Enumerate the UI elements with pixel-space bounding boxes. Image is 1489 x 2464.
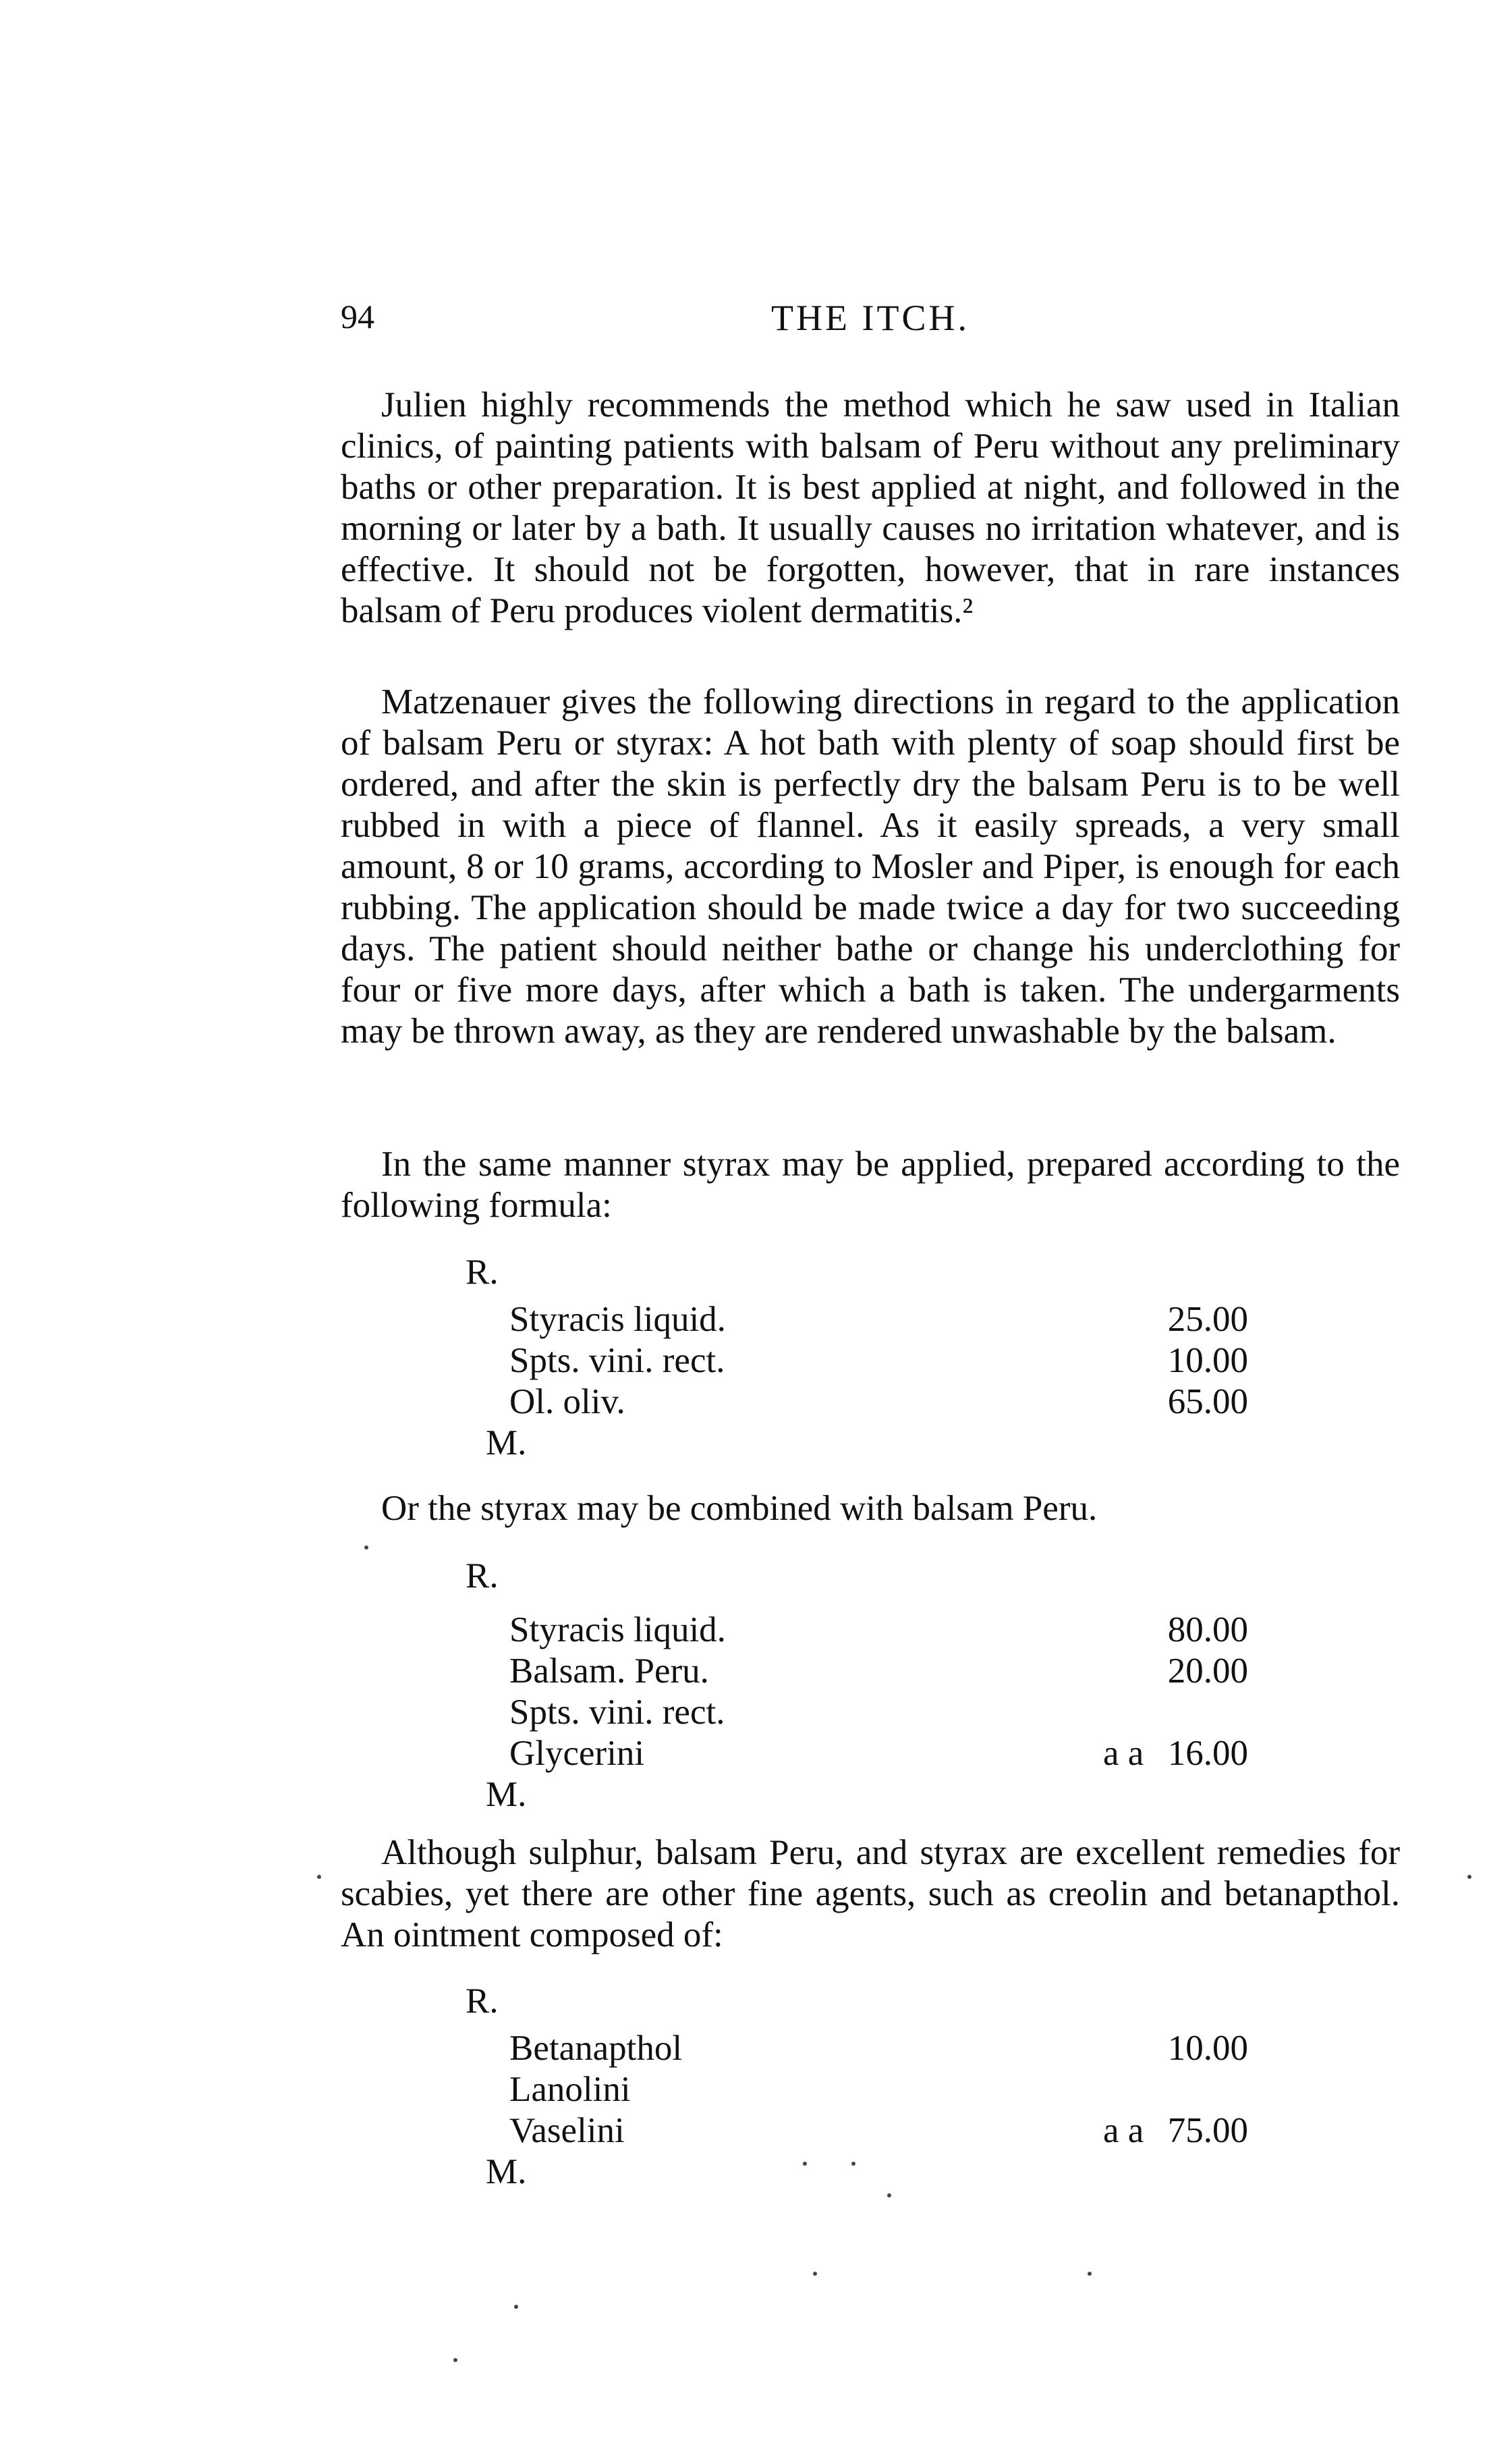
ana-marker: a a — [1103, 1734, 1144, 1773]
prescription-styrax — [466, 1252, 1248, 1481]
ink-speck — [813, 2272, 817, 2276]
ingredient: Styracis liquid. — [509, 1300, 726, 1339]
ink-speck — [364, 1545, 368, 1550]
prescription-row — [509, 2069, 1248, 2110]
paragraph-styrax-formula-intro: In the same manner styrax may be applied, prepared according to the following formula: — [341, 1145, 1400, 1225]
ink-speck — [803, 2162, 807, 2166]
ingredient: Spts. vini. rect. — [509, 1693, 725, 1732]
ink-speck — [1467, 1875, 1471, 1879]
recipe-symbol: R. — [466, 1981, 499, 2021]
prescription-row — [509, 1381, 1248, 1423]
paragraph-styrax-balsam-combination: Or the styrax may be combined with balsam Peru. — [381, 1489, 1098, 1528]
ingredient: Ol. oliv. — [509, 1382, 625, 1421]
amount: 20.00 — [1167, 1651, 1248, 1691]
amount: 75.00 — [1167, 2111, 1248, 2150]
amount: 25.00 — [1167, 1300, 1248, 1339]
ink-speck — [887, 2193, 891, 2197]
amount: 10.00 — [1167, 2029, 1248, 2068]
amount: 10.00 — [1167, 1341, 1248, 1380]
ingredient: Lanolini — [509, 2070, 631, 2109]
prescription-row — [509, 1610, 1248, 1651]
ana-marker: a a — [1103, 2111, 1144, 2150]
amount: 16.00 — [1167, 1734, 1248, 1773]
running-title: THE ITCH. — [771, 298, 970, 338]
page-number: 94 — [341, 298, 374, 335]
ink-speck — [514, 2305, 518, 2309]
ingredient: Vaselini — [509, 2111, 625, 2150]
prescription-row — [509, 1340, 1248, 1381]
prescription-row — [509, 1651, 1248, 1692]
ingredient: Spts. vini. rect. — [509, 1341, 725, 1380]
recipe-symbol: R. — [466, 1253, 499, 1292]
ingredient: Balsam. Peru. — [509, 1651, 709, 1691]
amount: 80.00 — [1167, 1610, 1248, 1649]
misce-symbol: M. — [486, 1423, 527, 1462]
paragraph-other-agents: Although sulphur, balsam Peru, and styrax are excellent remedies for scabies, yet there are other fine agents, such as creolin and betanapthol. An ointment composed of: — [341, 1833, 1400, 1954]
paragraph-matzenauer: Matzenauer gives the following directions in regard to the application of balsam Peru or styrax: A hot bath with plenty of soap should first be ordered, and after the skin is perfectly dry the balsam Peru is to be well rubbed in with a piece of flannel. As it easily spreads, a very small amount, 8 or 10 grams, according to Mosler and Piper, is enough for each rubbing. The application should be made twice a day for two succeeding days. The patient should neither bathe or change his underclothing for four or five more days, after which a bath is taken. The undergarments may be thrown away, as they are rendered unwashable by the balsam. — [341, 682, 1400, 1051]
prescription-row — [509, 1733, 1248, 1774]
ink-speck — [453, 2358, 457, 2362]
prescription-row — [509, 2110, 1248, 2152]
ink-speck — [1088, 2272, 1092, 2276]
ingredient: Glycerini — [509, 1734, 645, 1773]
ingredient: Styracis liquid. — [509, 1610, 726, 1649]
prescription-row — [509, 1692, 1248, 1733]
amount: 65.00 — [1167, 1382, 1248, 1421]
prescription-styrax-balsam — [466, 1556, 1248, 1826]
ingredient: Betanapthol — [509, 2029, 683, 2068]
ink-speck — [851, 2162, 855, 2166]
prescription-betanapthol-ointment — [466, 1981, 1248, 2210]
prescription-row — [509, 2028, 1248, 2069]
paragraph-julien: Julien highly recommends the method which he saw used in Italian clinics, of painting patients with balsam of Peru without any preliminary baths or other preparation. It is best applied at night, and followed in the morning or later by a bath. It usually causes no irritation whatever, and is effective. It should not be forgotten, however, that in rare instances balsam of Peru produces violent dermatitis.² — [341, 385, 1400, 630]
misce-symbol: M. — [486, 2152, 527, 2191]
misce-symbol: M. — [486, 1775, 527, 1814]
ink-speck — [317, 1875, 321, 1879]
recipe-symbol: R. — [466, 1556, 499, 1595]
prescription-row — [509, 1299, 1248, 1340]
page-header — [341, 297, 1400, 351]
